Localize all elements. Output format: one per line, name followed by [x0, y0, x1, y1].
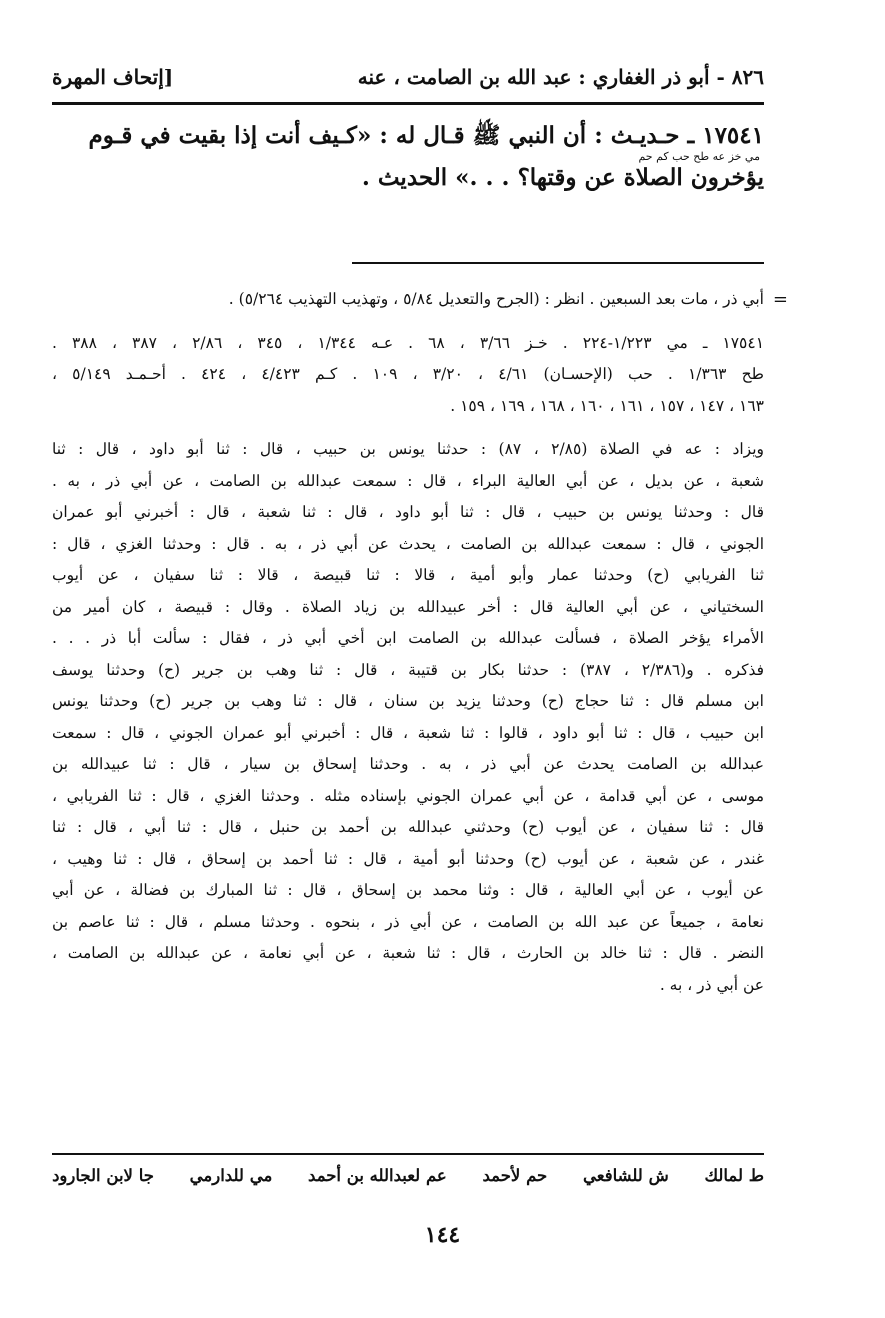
footnotes	[52, 284, 788, 1001]
previous-note	[52, 284, 788, 316]
note-body-line: ابن مسلم قال : ثنا حجاج (ح) وحدثنا يزيد بن سنان ، قال : ثنا وهب بن جرير (ح) وحدثنا يونس	[52, 692, 764, 710]
note-body-line: موسى ، عن أبي قدامة ، عن أبي عمران الجوني بإسناده مثله . وحدثنا الغزي ، قال : ثنا الفريابي ،	[52, 786, 764, 805]
note-body-line: شعبة ، عن بديل ، عن أبي العالية البراء ، قال : سمعت عبدالله بن الصامت ، عن أبي ذر ، به .	[52, 471, 764, 490]
refs-line: ١٧٥٤١ ـ مي ١/٢٢٣-٢٢٤ . خـز ٣/٦٦ ، ٦٨ . عـه ١/٣٤٤ ، ٣٤٥ ، ٢/٨٦ ، ٣٨٧ ، ٣٨٨ .	[52, 333, 765, 352]
hadith-line-1: ١٧٥٤١ ـ حـديـث : أن النبي ﷺ قـال له : «كـيف أنت إذا بقيت في قـوم	[88, 122, 764, 149]
header-book-name: [إتحاف المهرة	[52, 65, 174, 89]
note-body-line: عن أبي ذر ، به .	[659, 975, 764, 994]
abbreviation-item: حم لأحمد	[482, 1166, 548, 1185]
refs-line: ١٦٣ ، ١٤٧ ، ١٥٧ ، ١٦١ ، ١٦٠ ، ١٦٨ ، ١٦٩ ، ١٥٩ .	[450, 396, 764, 415]
abbreviation-item: عم لعبدالله بن أحمد	[308, 1166, 447, 1185]
page-header	[52, 60, 764, 94]
abbreviation-item: ش للشافعي	[583, 1166, 669, 1185]
refs-line: طح ١/٣٦٣ . حب (الإحسـان) ٤/٦١ ، ٣/٢٠ ، ١٠٩ . كـم ٤/٤٢٣ ، ٤٢٤ . أحـمـد ٥/١٤٩ ،	[52, 365, 764, 383]
note-body-line: ثنا الفريابي (ح) وحدثنا عمار وأبو أمية ، قالا : ثنا قبيصة ، قالا : ثنا سفيان ، عن أيوب	[52, 566, 764, 584]
continuation-mark: =	[772, 289, 788, 310]
note-body-line: الجوني ، قال : سمعت عبدالله بن الصامت ، يحدث عن أبي ذر ، به . قال : وحدثنا الغزي ، قال :	[52, 534, 764, 553]
note-body-line: غندر ، عن شعبة ، عن أيوب (ح) وحدثنا أبو أمية ، قال : ثنا أحمد بن إسحاق ، قال : ثنا وهيب ،	[52, 849, 764, 868]
abbreviations-rule	[52, 1153, 764, 1155]
note-body-line: قال : وحدثنا يونس بن حبيب ، قال : ثنا أبو داود ، قال : ثنا شعبة ، قال : أخبرني أبو عمران	[52, 503, 764, 521]
abbreviations-legend	[52, 1166, 764, 1185]
abbreviation-item: ط لمالك	[704, 1166, 764, 1185]
hadith-entry	[52, 122, 764, 192]
note-body-line: نعامة ، جميعاً عن عبد الله بن الصامت ، عن أبي ذر ، بنحوه . وحدثنا مسلم ، قال : ثنا عاصم بن	[52, 912, 764, 931]
hadith-line-2: يؤخرون الصلاة عن وقتها؟ . . .» الحديث .	[361, 164, 764, 191]
previous-note-text: أبي ذر ، مات بعد السبعين . انظر : (الجرح والتعديل ٥/٨٤ ، وتهذيب التهذيب ٥/٢٦٤) .	[228, 290, 764, 308]
abbreviation-item: مي للدارمي	[189, 1166, 273, 1185]
note-body-line: السختياني ، عن أبي العالية قال : أخر عبيدالله بن زياد الصلاة . وقال : قبيصة ، كان أمير من	[52, 597, 764, 616]
footnote-separator	[352, 262, 764, 264]
abbreviation-item: جا لابن الجارود	[52, 1166, 154, 1185]
note-body-line: الأمراء يؤخر الصلاة ، فسألت عبدالله بن الصامت ابن أخي أبي ذر ، فقال : سألت أبا ذر . . .	[52, 629, 764, 647]
note-body-line: ابن حبيب ، قال : ثنا أبو داود ، قالوا : ثنا شعبة ، قال : أخبرني أبو عمران الجوني ، قال : سمعت	[52, 723, 764, 742]
note-body-line: عبدالله بن الصامت يحدث عن أبي ذر ، به . وحدثنا إسحاق بن سيار ، قال : ثنا عبيدالله بن	[52, 755, 764, 773]
note-body-line: فذكره . و(٢/٣٨٦ ، ٣٨٧) : حدثنا بكار بن قتيبة ، قال : ثنا وهب بن جرير (ح) وحدثنا يوسف	[52, 660, 764, 679]
page-number: ١٤٤	[424, 1222, 461, 1248]
header-rule	[52, 102, 764, 105]
header-title: ٨٢٦ - أبو ذر الغفاري : عبد الله بن الصامت ، عنه	[357, 65, 764, 89]
note-body-line: النضر . قال : ثنا خالد بن الحارث ، قال : ثنا شعبة ، عن أبي نعامة ، عن عبدالله بن الصامت ،	[52, 944, 764, 962]
note-body-line: ويزاد : عه في الصلاة (٢/٨٥ ، ٨٧) : حدثنا يونس بن حبيب ، قال : ثنا أبو داود ، قال : ثنا	[52, 440, 764, 458]
note-body-line: قال : ثنا سفيان ، عن أيوب (ح) وحدثني عبدالله بن أحمد بن حنبل ، قال : ثنا أبي ، قال : ثنا	[52, 818, 764, 836]
hadith-sigla: مي خز عه طح حب كم حم	[638, 150, 760, 163]
note-body-line: عن أيوب ، عن أبي العالية ، قال : وثنا محمد بن إسحاق ، قال : ثنا المبارك بن فضالة ، عن أبي	[52, 881, 764, 899]
